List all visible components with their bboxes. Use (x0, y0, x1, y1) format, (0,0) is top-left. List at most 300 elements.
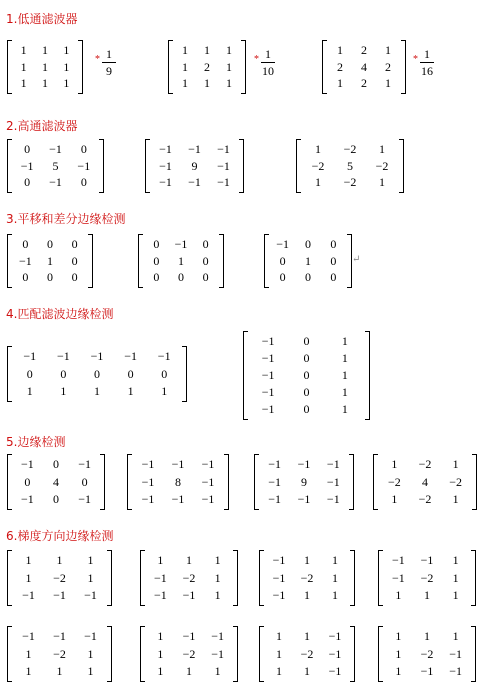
section-heading-match-filter: 4.匹配滤波边缘检测 (6, 307, 114, 321)
matrix-cell: −1 (188, 141, 201, 156)
matrix-cell: 1 (452, 570, 459, 585)
matrix-cell: 0 (279, 253, 286, 268)
matrix-cell: 1 (204, 42, 210, 57)
matrix-cell: 1 (452, 553, 459, 568)
matrix-cell: 1 (127, 383, 134, 398)
matrix-gradient-5 (7, 626, 112, 682)
matrix-cell: 1 (337, 42, 343, 57)
matrix-cell: −1 (268, 457, 282, 472)
fraction-denominator: 9 (106, 64, 112, 78)
matrix-cell: 1 (276, 663, 282, 678)
matrix-cell: 1 (25, 646, 32, 661)
right-bracket (78, 40, 83, 94)
fraction-bar (261, 62, 275, 63)
matrix-cell: 1 (452, 587, 459, 602)
matrix-gradient-8 (378, 626, 476, 682)
matrix-cell: 1 (385, 42, 391, 57)
matrix-cell: 1 (332, 553, 338, 568)
matrix-cell: −2 (182, 570, 196, 585)
matrix-cell: 1 (157, 553, 164, 568)
matrix-cell: −1 (326, 491, 340, 506)
matrix-high-pass-3 (296, 139, 404, 193)
left-bracket (259, 626, 264, 682)
matrix-cell: −2 (420, 570, 434, 585)
left-bracket (7, 346, 12, 402)
left-bracket (7, 626, 12, 682)
matrix-cell: 1 (214, 570, 221, 585)
matrix-cell: −1 (391, 570, 405, 585)
matrix-cell: −1 (124, 349, 137, 364)
matrix-cell: 0 (71, 270, 78, 285)
matrix-cell: 0 (60, 366, 67, 381)
matrix-cell: −1 (23, 349, 37, 364)
left-bracket (7, 454, 12, 510)
matrix-cell: 0 (330, 270, 337, 285)
left-bracket (140, 626, 145, 682)
fraction-numerator: 1 (424, 47, 430, 61)
matrix-cell: 1 (182, 59, 188, 74)
matrix-cell: −1 (77, 158, 91, 173)
matrix-cell: −1 (18, 253, 32, 268)
right-bracket (233, 626, 238, 682)
left-bracket (7, 139, 12, 193)
matrix-cell: 0 (330, 253, 337, 268)
multiply-star: * (254, 54, 259, 65)
matrix-cell: −1 (141, 474, 155, 489)
matrix-cell: −1 (90, 349, 104, 364)
matrix-cell: 1 (452, 457, 459, 472)
right-bracket (224, 454, 229, 510)
matrix-cell: 0 (24, 141, 31, 156)
matrix-cell: 5 (347, 158, 353, 173)
matrix-cell: 0 (52, 457, 59, 472)
matrix-cell: −1 (328, 663, 342, 678)
left-bracket (140, 550, 145, 606)
matrix-cell: 1 (177, 253, 184, 268)
matrix-cell: −2 (53, 570, 66, 585)
matrix-cell: 1 (214, 553, 221, 568)
matrix-cell: 0 (279, 270, 286, 285)
matrix-match-filter-1 (7, 346, 187, 402)
matrix-cell: −1 (78, 457, 92, 472)
matrix-cell: −1 (141, 457, 155, 472)
matrix-cell: 0 (127, 366, 134, 381)
matrix-cell: −2 (387, 474, 401, 489)
matrix-cell: 1 (204, 76, 210, 91)
matrix-cell: 1 (395, 629, 402, 644)
matrix-cell: −1 (449, 663, 463, 678)
matrix-cell: 0 (304, 236, 311, 251)
matrix-cell: 0 (80, 175, 87, 190)
matrix-cell: 1 (395, 663, 402, 678)
matrix-cell: 0 (303, 334, 310, 348)
matrix-cell: 2 (337, 59, 343, 74)
matrix-cell: −1 (159, 141, 172, 156)
matrix-cell: 0 (46, 236, 53, 251)
matrix-cell: −1 (268, 491, 282, 506)
matrix-cell: −2 (418, 491, 432, 506)
right-bracket (241, 40, 246, 94)
matrix-gradient-2 (140, 550, 238, 606)
right-bracket (399, 139, 404, 193)
matrix-cell: 1 (304, 553, 310, 568)
multiply-star: * (413, 54, 418, 65)
right-bracket (365, 331, 370, 420)
matrix-cell: 1 (182, 42, 188, 57)
matrix-cell: 0 (202, 236, 209, 251)
matrix-cell: −1 (49, 175, 62, 190)
matrix-cell: −2 (418, 457, 432, 472)
matrix-cell: 0 (303, 368, 310, 382)
matrix-cell: −2 (53, 646, 66, 661)
matrix-cell: −1 (261, 351, 275, 365)
matrix-cell: −2 (449, 474, 463, 489)
matrix-shift-diff-1 (7, 234, 93, 288)
matrix-cell: 0 (24, 175, 31, 190)
matrix-cell: 1 (332, 587, 338, 602)
matrix-cell: 2 (385, 59, 391, 74)
matrix-cell: 1 (452, 629, 459, 644)
fraction-numerator: 1 (106, 47, 112, 61)
right-bracket (471, 626, 476, 682)
matrix-cell: −1 (22, 587, 35, 602)
matrix-cell: 0 (153, 236, 160, 251)
matrix-cell: −1 (272, 570, 286, 585)
matrix-cell: 1 (157, 629, 164, 644)
matrix-gradient-4 (378, 550, 476, 606)
matrix-low-pass-3 (322, 40, 406, 94)
matrix-cell: 0 (153, 253, 160, 268)
scale-factor-low-pass-1 (95, 47, 117, 81)
right-bracket (233, 550, 238, 606)
right-bracket (99, 139, 104, 193)
multiply-star: * (95, 54, 100, 65)
matrix-cell: −1 (188, 175, 201, 190)
matrix-cell: 1 (41, 59, 48, 74)
matrix-high-pass-1 (7, 139, 104, 193)
matrix-cell: 0 (26, 366, 33, 381)
matrix-cell: −1 (297, 491, 311, 506)
matrix-cell: −1 (174, 236, 188, 251)
matrix-cell: 4 (52, 474, 59, 489)
left-bracket (7, 234, 12, 288)
matrix-cell: −1 (49, 141, 62, 156)
matrix-cell: 1 (20, 42, 27, 57)
matrix-cell: −1 (20, 457, 34, 472)
left-bracket (138, 234, 143, 288)
matrix-cell: 1 (226, 76, 232, 91)
right-bracket (401, 40, 406, 94)
matrix-cell: 0 (24, 474, 31, 489)
matrix-cell: 1 (56, 663, 63, 678)
matrix-cell: −1 (22, 629, 35, 644)
matrix-cell: 1 (87, 570, 94, 585)
return-mark-icon: ↵ (352, 254, 361, 265)
right-bracket (88, 234, 93, 288)
matrix-cell: 1 (26, 383, 33, 398)
matrix-cell: −2 (375, 158, 389, 173)
matrix-gradient-1 (7, 550, 112, 606)
matrix-cell: −1 (391, 553, 405, 568)
matrix-cell: −2 (182, 646, 196, 661)
matrix-cell: −1 (141, 491, 155, 506)
matrix-gradient-6 (140, 626, 238, 682)
matrix-cell: −1 (261, 402, 275, 416)
matrix-cell: −1 (420, 663, 434, 678)
matrix-cell: 0 (22, 236, 29, 251)
matrix-cell: 1 (304, 663, 310, 678)
matrix-cell: 1 (423, 629, 430, 644)
matrix-cell: 1 (63, 76, 70, 91)
matrix-cell: 1 (276, 646, 282, 661)
right-bracket (472, 454, 477, 510)
fraction-denominator: 16 (421, 64, 433, 78)
matrix-cell: 1 (25, 570, 32, 585)
matrix-low-pass-1 (7, 40, 83, 94)
matrix-cell: −1 (211, 646, 225, 661)
right-bracket (350, 626, 355, 682)
matrix-cell: 1 (93, 383, 100, 398)
right-bracket (239, 139, 244, 193)
matrix-cell: −2 (343, 175, 357, 190)
left-bracket (296, 139, 301, 193)
matrix-cell: −1 (217, 158, 230, 173)
left-bracket (264, 234, 269, 288)
matrix-cell: 4 (361, 59, 367, 74)
matrix-cell: −2 (311, 158, 325, 173)
matrix-cell: −1 (272, 587, 286, 602)
matrix-cell: 1 (341, 334, 348, 348)
matrix-cell: 1 (341, 368, 348, 382)
left-bracket (168, 40, 173, 94)
matrix-cell: 0 (46, 270, 53, 285)
matrix-cell: −1 (261, 334, 275, 348)
matrix-cell: 1 (87, 646, 94, 661)
matrix-match-filter-2 (243, 331, 370, 420)
matrix-cell: −2 (300, 570, 314, 585)
matrix-cell: 1 (391, 457, 398, 472)
matrix-cell: 9 (191, 158, 198, 173)
matrix-cell: −2 (300, 646, 314, 661)
left-bracket (378, 550, 383, 606)
matrix-cell: −1 (272, 553, 286, 568)
matrix-cell: 1 (341, 351, 348, 365)
matrix-cell: −1 (159, 158, 172, 173)
matrix-cell: 1 (157, 646, 164, 661)
matrix-cell: 0 (161, 366, 168, 381)
matrix-cell: −1 (153, 587, 167, 602)
right-bracket (182, 346, 187, 402)
matrix-cell: 0 (52, 491, 59, 506)
matrix-cell: 1 (182, 76, 188, 91)
matrix-cell: 1 (157, 663, 164, 678)
matrix-cell: −1 (20, 491, 34, 506)
matrix-cell: −2 (420, 646, 434, 661)
left-bracket (7, 550, 12, 606)
matrix-high-pass-2 (145, 139, 244, 193)
left-bracket (373, 454, 378, 510)
matrix-cell: 0 (303, 385, 310, 399)
matrix-cell: 1 (185, 553, 192, 568)
matrix-cell: 1 (337, 76, 343, 91)
matrix-cell: 1 (226, 42, 232, 57)
matrix-cell: 1 (332, 570, 338, 585)
matrix-cell: −1 (268, 474, 282, 489)
left-bracket (322, 40, 327, 94)
left-bracket (259, 550, 264, 606)
section-heading-low-pass: 1.低通滤波器 (6, 12, 78, 26)
fraction-numerator: 1 (265, 47, 271, 61)
matrix-cell: 1 (379, 175, 385, 190)
matrix-cell: −1 (20, 158, 34, 173)
right-bracket (471, 550, 476, 606)
matrix-low-pass-2 (168, 40, 246, 94)
matrix-cell: 1 (41, 42, 48, 57)
section-heading-gradient: 6.梯度方向边缘检测 (6, 529, 114, 543)
left-bracket (145, 139, 150, 193)
left-bracket (127, 454, 132, 510)
matrix-edge-detect-1 (7, 454, 105, 510)
matrix-cell: 2 (204, 59, 210, 74)
right-bracket (107, 550, 112, 606)
section-heading-high-pass: 2.高通滤波器 (6, 119, 78, 133)
matrix-cell: 1 (315, 175, 321, 190)
matrix-cell: 0 (71, 253, 78, 268)
right-bracket (350, 550, 355, 606)
matrix-cell: 1 (452, 491, 459, 506)
matrix-cell: 1 (379, 141, 385, 156)
matrix-cell: −1 (182, 587, 196, 602)
matrix-cell: 1 (304, 587, 310, 602)
matrix-cell: 0 (303, 402, 310, 416)
matrix-cell: 1 (214, 587, 221, 602)
matrix-cell: −1 (53, 587, 66, 602)
scale-factor-low-pass-3 (413, 47, 435, 81)
matrix-cell: −1 (171, 457, 185, 472)
matrix-cell: 1 (56, 553, 63, 568)
matrix-cell: 1 (391, 491, 398, 506)
fraction-denominator: 10 (262, 64, 274, 78)
matrix-cell: 1 (395, 587, 402, 602)
matrix-cell: −1 (78, 491, 92, 506)
matrix-cell: 1 (304, 629, 310, 644)
matrix-cell: 1 (315, 141, 321, 156)
matrix-gradient-3 (259, 550, 355, 606)
matrix-cell: 0 (304, 270, 311, 285)
matrix-cell: 1 (341, 385, 348, 399)
matrix-cell: 1 (63, 42, 70, 57)
matrix-shift-diff-2 (138, 234, 224, 288)
matrix-cell: 0 (303, 351, 310, 365)
matrix-cell: −1 (328, 646, 342, 661)
right-bracket (349, 454, 354, 510)
matrix-cell: 5 (52, 158, 59, 173)
matrix-cell: 1 (25, 663, 32, 678)
matrix-edge-detect-4 (373, 454, 477, 510)
matrix-cell: 0 (22, 270, 29, 285)
matrix-shift-diff-3 (264, 234, 352, 288)
matrix-cell: 1 (214, 663, 221, 678)
matrix-cell: −1 (157, 349, 171, 364)
matrix-cell: 9 (300, 474, 307, 489)
matrix-cell: 1 (63, 59, 70, 74)
matrix-cell: 1 (46, 253, 53, 268)
matrix-cell: −1 (201, 457, 215, 472)
left-bracket (243, 331, 248, 420)
matrix-cell: −1 (84, 629, 97, 644)
matrix-cell: −1 (153, 570, 167, 585)
matrix-cell: 0 (202, 253, 209, 268)
matrix-cell: 2 (361, 42, 367, 57)
matrix-cell: 1 (41, 76, 48, 91)
left-bracket (378, 626, 383, 682)
matrix-cell: 0 (71, 236, 78, 251)
section-heading-shift-diff: 3.平移和差分边缘检测 (6, 212, 126, 226)
matrix-cell: 1 (161, 383, 168, 398)
matrix-cell: 1 (20, 76, 27, 91)
matrix-cell: −1 (53, 629, 66, 644)
matrix-cell: −1 (182, 629, 196, 644)
matrix-cell: 1 (385, 76, 391, 91)
fraction-bar (420, 62, 434, 63)
matrix-edge-detect-2 (127, 454, 229, 510)
matrix-cell: −1 (84, 587, 97, 602)
matrix-cell: −2 (343, 141, 357, 156)
matrix-cell: 0 (93, 366, 100, 381)
matrix-cell: 1 (226, 59, 232, 74)
matrix-cell: −1 (326, 457, 340, 472)
matrix-cell: −1 (171, 491, 185, 506)
matrix-cell: 0 (80, 141, 87, 156)
matrix-cell: −1 (326, 474, 340, 489)
matrix-cell: −1 (211, 629, 225, 644)
matrix-cell: −1 (276, 236, 290, 251)
matrix-cell: 0 (202, 270, 209, 285)
matrix-cell: 1 (423, 587, 430, 602)
matrix-cell: 1 (87, 553, 94, 568)
matrix-cell: −1 (297, 457, 311, 472)
right-bracket (219, 234, 224, 288)
scale-factor-low-pass-2 (254, 47, 276, 81)
matrix-cell: −1 (261, 368, 275, 382)
fraction-bar (102, 62, 116, 63)
matrix-cell: −1 (261, 385, 275, 399)
matrix-cell: 1 (185, 663, 192, 678)
matrix-cell: 1 (20, 59, 27, 74)
matrix-gradient-7 (259, 626, 355, 682)
matrix-cell: 1 (395, 646, 402, 661)
matrix-cell: 0 (153, 270, 160, 285)
matrix-cell: 4 (421, 474, 428, 489)
matrix-cell: 1 (87, 663, 94, 678)
matrix-cell: 1 (60, 383, 67, 398)
matrix-cell: −1 (217, 175, 230, 190)
matrix-cell: 1 (276, 629, 282, 644)
matrix-cell: 0 (330, 236, 337, 251)
section-heading-edge-detect: 5.边缘检测 (6, 435, 66, 449)
matrix-edge-detect-3 (254, 454, 354, 510)
matrix-cell: −1 (57, 349, 70, 364)
matrix-cell: 1 (304, 253, 311, 268)
matrix-cell: −1 (449, 646, 463, 661)
matrix-cell: 0 (177, 270, 184, 285)
matrix-cell: −1 (420, 553, 434, 568)
matrix-cell: −1 (159, 175, 172, 190)
right-bracket (107, 626, 112, 682)
matrix-cell: 8 (175, 474, 181, 489)
matrix-cell: 1 (341, 402, 348, 416)
right-bracket (100, 454, 105, 510)
